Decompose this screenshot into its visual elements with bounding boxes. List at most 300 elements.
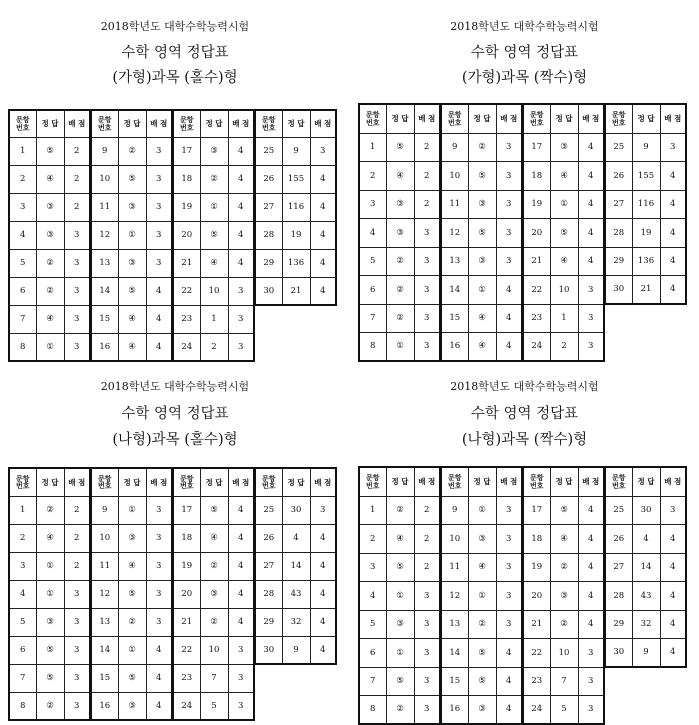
answer-value: ③ (118, 193, 146, 221)
answer-value: 1 (550, 304, 578, 333)
answer-row (523, 582, 604, 611)
question-number: 8 (359, 696, 386, 725)
question-number: 1 (359, 133, 386, 162)
answer-value: ③ (468, 190, 496, 219)
answer-value: 2 (550, 333, 578, 362)
answer-row (441, 582, 522, 611)
question-number: 11 (441, 190, 468, 219)
answer-row (441, 133, 522, 162)
answer-value: ④ (36, 165, 64, 193)
answer-row (605, 190, 686, 219)
question-number: 15 (441, 667, 468, 696)
answer-value: 32 (632, 610, 660, 639)
question-number: 21 (523, 610, 550, 639)
points-value: 3 (578, 667, 604, 696)
points-value: 3 (496, 496, 522, 525)
question-number: 14 (441, 276, 468, 305)
question-number-header: 문항 번호 (255, 468, 282, 496)
answer-row (605, 553, 686, 582)
answer-value: ④ (200, 524, 228, 552)
answer-value: ③ (36, 193, 64, 221)
answer-row (255, 580, 336, 608)
question-number: 25 (255, 137, 282, 165)
answer-value: ② (200, 608, 228, 636)
answer-header: 정 답 (550, 104, 578, 133)
points-value: 2 (414, 496, 440, 525)
answer-row (91, 333, 172, 361)
answer-row (173, 580, 254, 608)
points-value: 3 (228, 692, 254, 720)
points-value: 4 (146, 636, 172, 664)
answer-row (255, 165, 336, 193)
answer-value: ① (36, 580, 64, 608)
points-value: 4 (660, 639, 686, 668)
points-value: 4 (228, 496, 254, 524)
points-value: 2 (64, 496, 90, 524)
points-value: 4 (496, 304, 522, 333)
answer-value: ④ (200, 249, 228, 277)
question-number: 28 (605, 582, 632, 611)
answer-value: ④ (118, 333, 146, 361)
answer-row (523, 162, 604, 191)
points-value: 4 (228, 608, 254, 636)
answer-value: ④ (118, 305, 146, 333)
answer-value: 19 (632, 219, 660, 248)
question-number: 23 (523, 304, 550, 333)
answer-value: ④ (468, 304, 496, 333)
question-number: 1 (9, 496, 36, 524)
answer-row (173, 277, 254, 305)
answer-block (604, 103, 687, 305)
question-number: 23 (173, 664, 200, 692)
sheet-type: (가형)과목 (짝수)형 (461, 70, 588, 86)
answer-value: ④ (550, 525, 578, 554)
answer-row (605, 496, 686, 525)
question-number: 9 (441, 133, 468, 162)
answer-value: ⑤ (200, 221, 228, 249)
answer-value: 10 (550, 639, 578, 668)
question-number-header: 문항 번호 (359, 104, 386, 133)
question-number: 26 (255, 524, 282, 552)
question-number: 3 (359, 553, 386, 582)
answer-value: ② (386, 276, 414, 305)
points-value: 4 (496, 639, 522, 668)
points-value: 4 (310, 249, 336, 277)
points-value: 4 (310, 165, 336, 193)
answer-row (523, 247, 604, 276)
points-value: 3 (146, 552, 172, 580)
points-value: 3 (496, 247, 522, 276)
exam-title: 2018학년도 대학수학능력시험 (100, 380, 250, 393)
answer-value: ⑤ (36, 137, 64, 165)
answer-value: ⑤ (468, 667, 496, 696)
question-number-header: 문항 번호 (359, 467, 386, 496)
answer-row (441, 525, 522, 554)
points-header: 배 점 (64, 468, 90, 496)
question-number: 8 (359, 333, 386, 362)
question-number: 5 (9, 608, 36, 636)
answer-value: ③ (118, 524, 146, 552)
answer-value: 14 (632, 553, 660, 582)
points-value: 2 (64, 524, 90, 552)
points-value: 4 (660, 219, 686, 248)
points-value: 2 (414, 162, 440, 191)
answer-row (9, 137, 90, 165)
question-number: 22 (173, 277, 200, 305)
question-number: 9 (91, 496, 118, 524)
answer-value: ② (118, 608, 146, 636)
answer-header: 정 답 (200, 110, 228, 137)
question-number: 4 (359, 582, 386, 611)
answer-sheet-na-even (350, 362, 699, 724)
points-value: 4 (310, 221, 336, 249)
answer-value: ④ (118, 552, 146, 580)
points-value: 4 (228, 524, 254, 552)
answer-value: ② (386, 496, 414, 525)
points-header: 배 점 (660, 467, 686, 496)
answer-value: ③ (118, 692, 146, 720)
answer-header: 정 답 (468, 104, 496, 133)
question-number: 18 (523, 525, 550, 554)
answer-value: ③ (468, 247, 496, 276)
question-number: 10 (91, 165, 118, 193)
answer-value: ② (36, 692, 64, 720)
answer-row (255, 636, 336, 664)
question-number-header: 문항 번호 (605, 104, 632, 133)
answer-block (440, 466, 523, 725)
question-number-header: 문항 번호 (441, 104, 468, 133)
answer-row (91, 137, 172, 165)
points-value: 3 (414, 610, 440, 639)
points-value: 3 (660, 133, 686, 162)
question-number: 2 (9, 165, 36, 193)
answer-value: ④ (386, 162, 414, 191)
question-number: 12 (91, 580, 118, 608)
points-value: 4 (660, 162, 686, 191)
answer-value: ⑤ (386, 553, 414, 582)
points-header: 배 점 (64, 110, 90, 137)
answer-row (605, 610, 686, 639)
points-value: 3 (310, 496, 336, 524)
answer-row (255, 221, 336, 249)
question-number: 27 (605, 553, 632, 582)
points-header: 배 점 (660, 104, 686, 133)
answer-row (605, 219, 686, 248)
answer-row (9, 552, 90, 580)
question-number: 14 (91, 277, 118, 305)
answer-row (359, 639, 440, 668)
answer-row (91, 165, 172, 193)
answer-row (255, 608, 336, 636)
question-number: 2 (359, 162, 386, 191)
question-number: 23 (523, 667, 550, 696)
question-number: 30 (605, 276, 632, 305)
points-value: 3 (578, 639, 604, 668)
sheet-subject: 수학 영역 정답표 (470, 45, 579, 61)
answer-value: 7 (550, 667, 578, 696)
answer-value: 2 (200, 333, 228, 361)
answer-header: 정 답 (386, 467, 414, 496)
question-number: 3 (9, 552, 36, 580)
answer-value: ③ (386, 190, 414, 219)
answer-value: ③ (386, 610, 414, 639)
answer-row (255, 249, 336, 277)
answer-value: ② (118, 137, 146, 165)
answer-value: ① (200, 193, 228, 221)
answer-value: 116 (282, 193, 310, 221)
points-value: 3 (496, 525, 522, 554)
points-value: 3 (146, 137, 172, 165)
question-number: 12 (91, 221, 118, 249)
answer-value: ② (386, 304, 414, 333)
points-value: 4 (310, 524, 336, 552)
points-value: 4 (578, 610, 604, 639)
answer-row (91, 552, 172, 580)
answer-row (91, 193, 172, 221)
answer-value: ④ (550, 162, 578, 191)
answer-value: 155 (282, 165, 310, 193)
answer-value: ① (36, 333, 64, 361)
points-value: 2 (64, 137, 90, 165)
question-number: 1 (9, 137, 36, 165)
question-number: 28 (255, 221, 282, 249)
question-number-header: 문항 번호 (9, 110, 36, 137)
question-number: 9 (91, 137, 118, 165)
question-number: 24 (523, 333, 550, 362)
answer-row (173, 524, 254, 552)
answer-value: ⑤ (118, 664, 146, 692)
question-number: 16 (441, 333, 468, 362)
points-value: 2 (414, 133, 440, 162)
points-value: 4 (310, 552, 336, 580)
question-number: 16 (91, 333, 118, 361)
question-number: 7 (9, 305, 36, 333)
points-value: 4 (578, 247, 604, 276)
points-value: 3 (228, 636, 254, 664)
points-value: 3 (64, 221, 90, 249)
question-number: 22 (523, 639, 550, 668)
answer-value: 7 (200, 664, 228, 692)
answer-value: ④ (36, 305, 64, 333)
answer-value: 30 (632, 496, 660, 525)
points-value: 3 (496, 553, 522, 582)
answer-row (9, 524, 90, 552)
question-number: 20 (173, 221, 200, 249)
answer-value: 21 (282, 277, 310, 305)
answer-row (9, 165, 90, 193)
answer-row (523, 333, 604, 362)
answer-row (9, 664, 90, 692)
answer-value: ③ (36, 221, 64, 249)
answer-row (441, 247, 522, 276)
points-value: 4 (578, 133, 604, 162)
points-value: 3 (414, 582, 440, 611)
answer-value: ⑤ (386, 133, 414, 162)
answer-row (605, 582, 686, 611)
answer-row (255, 552, 336, 580)
answer-row (9, 580, 90, 608)
points-value: 3 (228, 333, 254, 361)
answer-value: ① (118, 496, 146, 524)
question-number: 13 (91, 249, 118, 277)
answer-header: 정 답 (550, 467, 578, 496)
question-number: 26 (605, 525, 632, 554)
answer-value: ③ (36, 608, 64, 636)
question-number-header: 문항 번호 (255, 110, 282, 137)
points-value: 3 (228, 664, 254, 692)
answer-row (173, 552, 254, 580)
question-number: 4 (359, 219, 386, 248)
question-number: 17 (523, 133, 550, 162)
answer-block (172, 109, 255, 362)
answer-row (91, 692, 172, 720)
points-value: 3 (414, 247, 440, 276)
question-number: 11 (441, 553, 468, 582)
answer-header: 정 답 (118, 110, 146, 137)
exam-title: 2018학년도 대학수학능력시험 (450, 20, 599, 33)
answer-value: ③ (118, 249, 146, 277)
question-number: 13 (441, 610, 468, 639)
points-value: 3 (146, 608, 172, 636)
answer-row (91, 496, 172, 524)
answer-value: ④ (468, 333, 496, 362)
points-value: 4 (228, 580, 254, 608)
points-value: 3 (496, 190, 522, 219)
answer-value: ② (36, 249, 64, 277)
answer-row (255, 193, 336, 221)
question-number: 3 (359, 190, 386, 219)
answer-row (359, 219, 440, 248)
question-number: 21 (173, 608, 200, 636)
answer-row (255, 524, 336, 552)
answer-row (441, 304, 522, 333)
points-value: 4 (660, 610, 686, 639)
question-number: 11 (91, 552, 118, 580)
points-value: 2 (64, 165, 90, 193)
answer-value: 43 (632, 582, 660, 611)
answer-row (441, 162, 522, 191)
answer-row (359, 276, 440, 305)
points-value: 3 (496, 219, 522, 248)
question-number: 30 (255, 277, 282, 305)
points-value: 3 (414, 304, 440, 333)
answer-row (523, 696, 604, 725)
points-value: 3 (496, 610, 522, 639)
answer-value: 116 (632, 190, 660, 219)
points-value: 3 (64, 305, 90, 333)
question-number: 5 (9, 249, 36, 277)
question-number: 27 (255, 552, 282, 580)
answer-header: 정 답 (200, 468, 228, 496)
question-number: 19 (173, 193, 200, 221)
question-number: 19 (523, 190, 550, 219)
answer-value: 21 (632, 276, 660, 305)
question-number: 14 (91, 636, 118, 664)
points-header: 배 점 (578, 104, 604, 133)
answer-value: ④ (386, 525, 414, 554)
points-value: 4 (146, 333, 172, 361)
answer-row (91, 221, 172, 249)
answer-row (255, 277, 336, 305)
answer-value: 136 (282, 249, 310, 277)
points-value: 2 (414, 190, 440, 219)
question-number-header: 문항 번호 (523, 104, 550, 133)
exam-title: 2018학년도 대학수학능력시험 (100, 20, 250, 33)
answer-row (441, 696, 522, 725)
question-number: 1 (359, 496, 386, 525)
answer-row (173, 692, 254, 720)
points-value: 3 (414, 333, 440, 362)
points-value: 4 (310, 608, 336, 636)
question-number: 4 (9, 580, 36, 608)
answer-value: ③ (468, 525, 496, 554)
points-value: 3 (64, 249, 90, 277)
answer-row (523, 304, 604, 333)
question-number: 20 (523, 582, 550, 611)
answer-row (173, 165, 254, 193)
answer-block (358, 103, 441, 362)
points-value: 4 (578, 553, 604, 582)
points-value: 4 (660, 247, 686, 276)
answer-value: ② (200, 552, 228, 580)
points-value: 4 (578, 190, 604, 219)
answer-row (605, 276, 686, 305)
question-number-header: 문항 번호 (605, 467, 632, 496)
sheet-subject: 수학 영역 정답표 (121, 406, 229, 422)
answer-value: ① (468, 276, 496, 305)
answer-row (173, 608, 254, 636)
question-number: 25 (255, 496, 282, 524)
answer-value: ② (200, 165, 228, 193)
points-value: 4 (660, 190, 686, 219)
question-number: 24 (173, 333, 200, 361)
points-value: 3 (228, 277, 254, 305)
sheet-type: (나형)과목 (짝수)형 (461, 432, 588, 448)
answer-value: ③ (200, 137, 228, 165)
answer-value: ③ (550, 582, 578, 611)
answer-row (9, 249, 90, 277)
question-number: 6 (359, 276, 386, 305)
points-header: 배 점 (310, 110, 336, 137)
answer-header: 정 답 (632, 467, 660, 496)
points-value: 3 (64, 608, 90, 636)
answer-value: 14 (282, 552, 310, 580)
question-number: 7 (359, 304, 386, 333)
sheet-subject: 수학 영역 정답표 (121, 45, 229, 61)
question-number: 21 (523, 247, 550, 276)
points-value: 4 (146, 305, 172, 333)
points-value: 3 (64, 636, 90, 664)
question-number: 25 (605, 133, 632, 162)
answer-row (9, 193, 90, 221)
answer-row (441, 333, 522, 362)
answer-row (91, 636, 172, 664)
answer-value: ① (386, 333, 414, 362)
answer-block (604, 466, 687, 668)
answer-value: ⑤ (550, 219, 578, 248)
answer-row (441, 667, 522, 696)
answer-row (173, 333, 254, 361)
question-number: 10 (441, 525, 468, 554)
points-value: 2 (64, 193, 90, 221)
question-number: 4 (9, 221, 36, 249)
answer-sheet-ga-odd (0, 0, 350, 362)
points-header: 배 점 (578, 467, 604, 496)
answer-value: ⑤ (468, 219, 496, 248)
answer-value: ② (36, 496, 64, 524)
answer-block (358, 466, 441, 725)
answer-value: ① (118, 636, 146, 664)
